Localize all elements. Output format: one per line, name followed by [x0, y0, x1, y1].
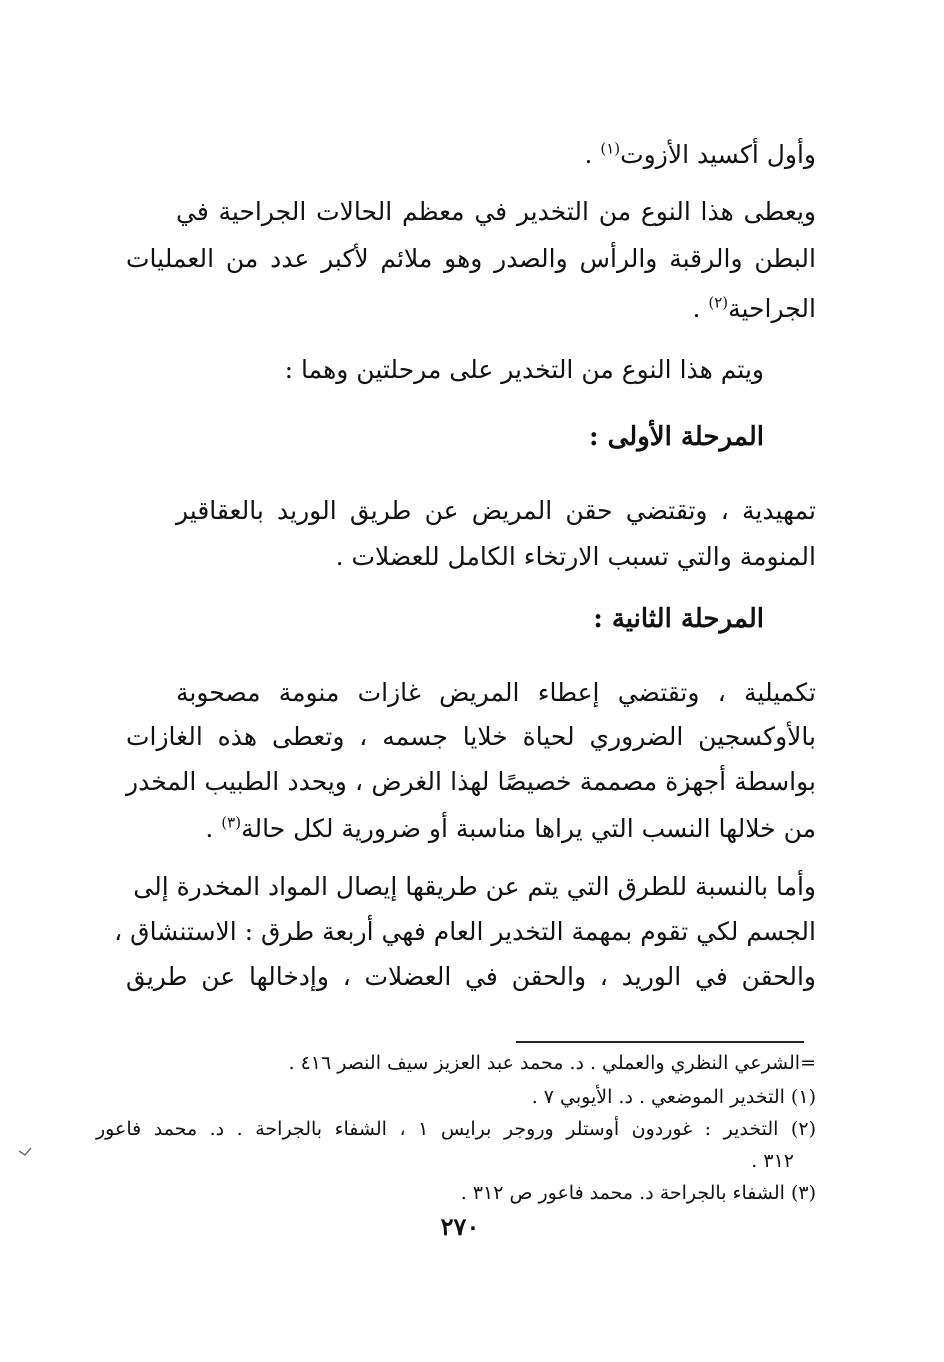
footnote-line: (٣) الشفاء بالجراحة د. محمد فاعور ص ٣١٢ . [460, 1182, 816, 1204]
section-heading-second-stage: المرحلة الثانية : [593, 604, 764, 634]
footnote-line: ٣١٢ . [751, 1150, 794, 1172]
body-line: والحقن في الوريد ، والحقن في العضلات ، وإدخالها عن طريق [126, 962, 816, 991]
body-line: الجسم لكي تقوم بمهمة التخدير العام فهي أربعة طرق : الاستنشاق ، [114, 917, 816, 946]
body-line: البطن والرقبة والرأس والصدر وهو ملائم لأكبر عدد من العمليات [126, 244, 816, 273]
page-number: ٢٧٠ [440, 1212, 480, 1241]
body-line: من خلالها النسب التي يراها مناسبة أو ضرورية لكل حالة$^{(٣)}$ . [205, 813, 816, 843]
body-line: تمهيدية ، وتقتضي حقن المريض عن طريق الوريد بالعقاقير [176, 496, 816, 525]
footnote-ref-1: (١) [600, 139, 621, 158]
body-line: المنومة والتي تسبب الارتخاء الكامل للعضلات . [335, 542, 816, 571]
body-line: تكميلية ، وتقتضي إعطاء المريض غازات منومة مصحوبة [176, 678, 816, 707]
section-heading-first-stage: المرحلة الأولى : [588, 422, 764, 452]
body-line: الجراحية$^{(٢)}$ . [692, 293, 816, 323]
body-line: وأول أكسيد الأزوت$^{(١)}$ . [584, 139, 816, 169]
body-line: وأما بالنسبة للطرق التي يتم عن طريقها إيصال المواد المخدرة إلى [133, 872, 816, 901]
body-line: بالأوكسجين الضروري لحياة خلايا جسمه ، وتعطى هذه الغازات [126, 722, 816, 751]
margin-tick-mark [18, 1147, 32, 1157]
footnote-ref-3: (٣) [221, 813, 242, 832]
footnote-separator [516, 1041, 804, 1043]
footnote-line: (٢) التخدير : غوردون أوستلر وروجر برايس ١ ، الشفاء بالجراحة . د. محمد فاعور [96, 1118, 816, 1140]
body-line: ويتم هذا النوع من التخدير على مرحلتين وهما : [284, 355, 764, 384]
footnote-line: (١) التخدير الموضعي . د. الأيوبي ٧ . [531, 1086, 816, 1108]
body-line: بواسطة أجهزة مصممة خصيصًا لهذا الغرض ، ويحدد الطبيب المخدر [126, 767, 816, 796]
footnote-line: =الشرعي النظري والعملي . د. محمد عبد العزيز سيف النصر ٤١٦ . [288, 1052, 816, 1074]
footnote-ref-2: (٢) [708, 293, 729, 312]
body-line: ويعطى هذا النوع من التخدير في معظم الحالات الجراحية في [176, 197, 816, 226]
